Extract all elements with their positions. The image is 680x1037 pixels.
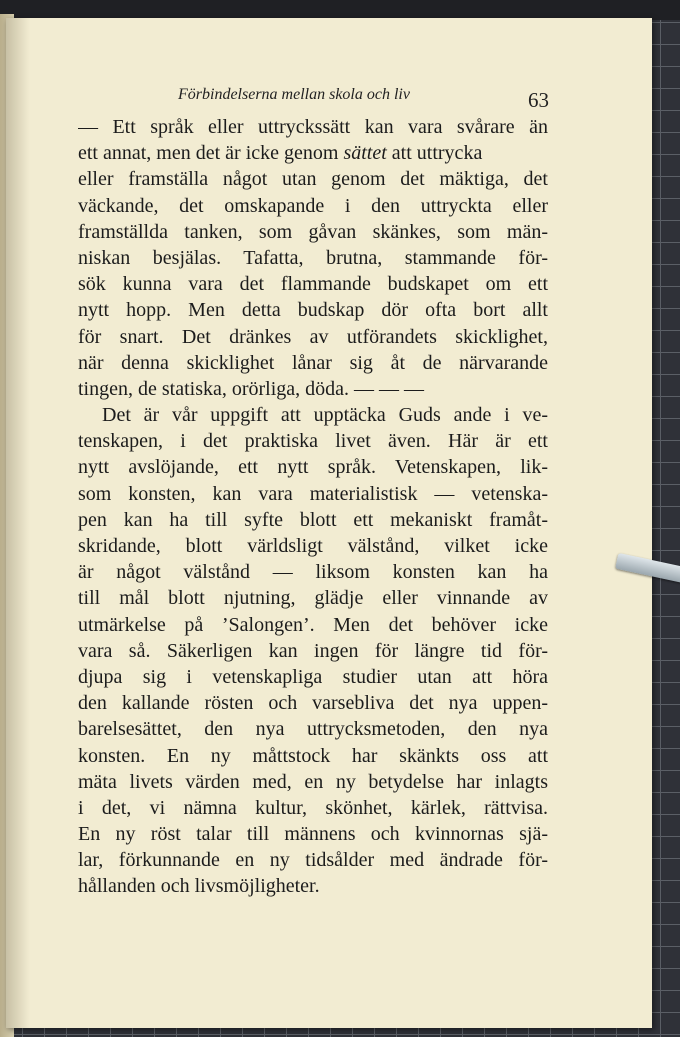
text-line: utmärkelse på ’Salongen’. Men det behöver icke: [78, 613, 548, 636]
text-line: den kallande rösten och varsebliva det nya uppen-: [78, 692, 548, 715]
text-line: [78, 140, 548, 166]
text-line: för snart. Det dränkes av utförandets skicklighet,: [78, 325, 548, 348]
text-line: tingen, de statiska, orörliga, döda. — — —: [78, 377, 425, 400]
text-line: lar, förkunnande en ny tidsålder med ändrade för-: [78, 849, 548, 872]
text-line: Det är vår uppgift att upptäcka Guds ande i ve-: [102, 404, 548, 427]
text-segment: att uttrycka: [386, 142, 483, 165]
text-line: konsten. En ny måttstock har skänkts oss att: [78, 744, 548, 767]
text-line: när denna skicklighet lånar sig åt de närvarande: [78, 351, 548, 374]
gutter-shadow: [6, 18, 30, 1028]
text-line: till mål blott njutning, glädje eller vinnande av: [78, 587, 548, 610]
text-line: sök kunna vara det flammande budskapet om ett: [78, 273, 548, 296]
text-line: tenskapen, i det praktiska livet även. Här är ett: [78, 430, 548, 453]
text-segment: ett annat, men det är icke genom: [78, 142, 344, 165]
text-line: nytt avslöjande, ett nytt språk. Vetenskapen, lik-: [78, 456, 548, 479]
text-line: är något välstånd — liksom konsten kan ha: [78, 561, 548, 584]
text-line: mäta livets värden med, en ny betydelse har inlagts: [78, 770, 548, 793]
scanner-top-band: [0, 0, 680, 20]
body-text: [78, 114, 548, 900]
text-line: En ny röst talar till männens och kvinnornas sjä-: [78, 823, 548, 846]
text-line: pen kan ha till syfte blott ett mekaniskt framåt-: [78, 508, 548, 531]
text-line: skridande, blott världsligt välstånd, vilket icke: [78, 535, 548, 557]
text-line: i det, vi nämna kultur, skönhet, kärlek, rättvisa.: [78, 796, 548, 819]
running-head: Förbindelserna mellan skola och liv: [178, 86, 410, 103]
text-line: som konsten, kan vara materialistisk — vetenska-: [78, 482, 548, 505]
text-line: vara så. Säkerligen kan ingen för längre tid för-: [78, 639, 548, 662]
text-line: hållanden och livsmöjligheter.: [78, 875, 320, 898]
text-line: — Ett språk eller uttryckssätt kan vara svårare än: [78, 116, 548, 138]
page-number: 63: [528, 88, 549, 112]
text-line: nytt hopp. Men detta budskap dör ofta bort allt: [78, 299, 548, 322]
text-line: eller framställa något utan genom det mäktiga, det: [78, 168, 548, 191]
text-line: framställda tanken, som gåvan skänkes, som män-: [78, 220, 548, 243]
text-line: niskan besjälas. Tafatta, brutna, stammande för-: [78, 246, 548, 269]
emphasized-word: sättet: [343, 142, 387, 165]
text-line: väckande, det omskapande i den uttryckta eller: [78, 194, 548, 217]
text-line: barelsesättet, den nya uttrycksmetoden, den nya: [78, 718, 548, 741]
text-line: djupa sig i vetenskapliga studier utan att höra: [78, 665, 548, 688]
